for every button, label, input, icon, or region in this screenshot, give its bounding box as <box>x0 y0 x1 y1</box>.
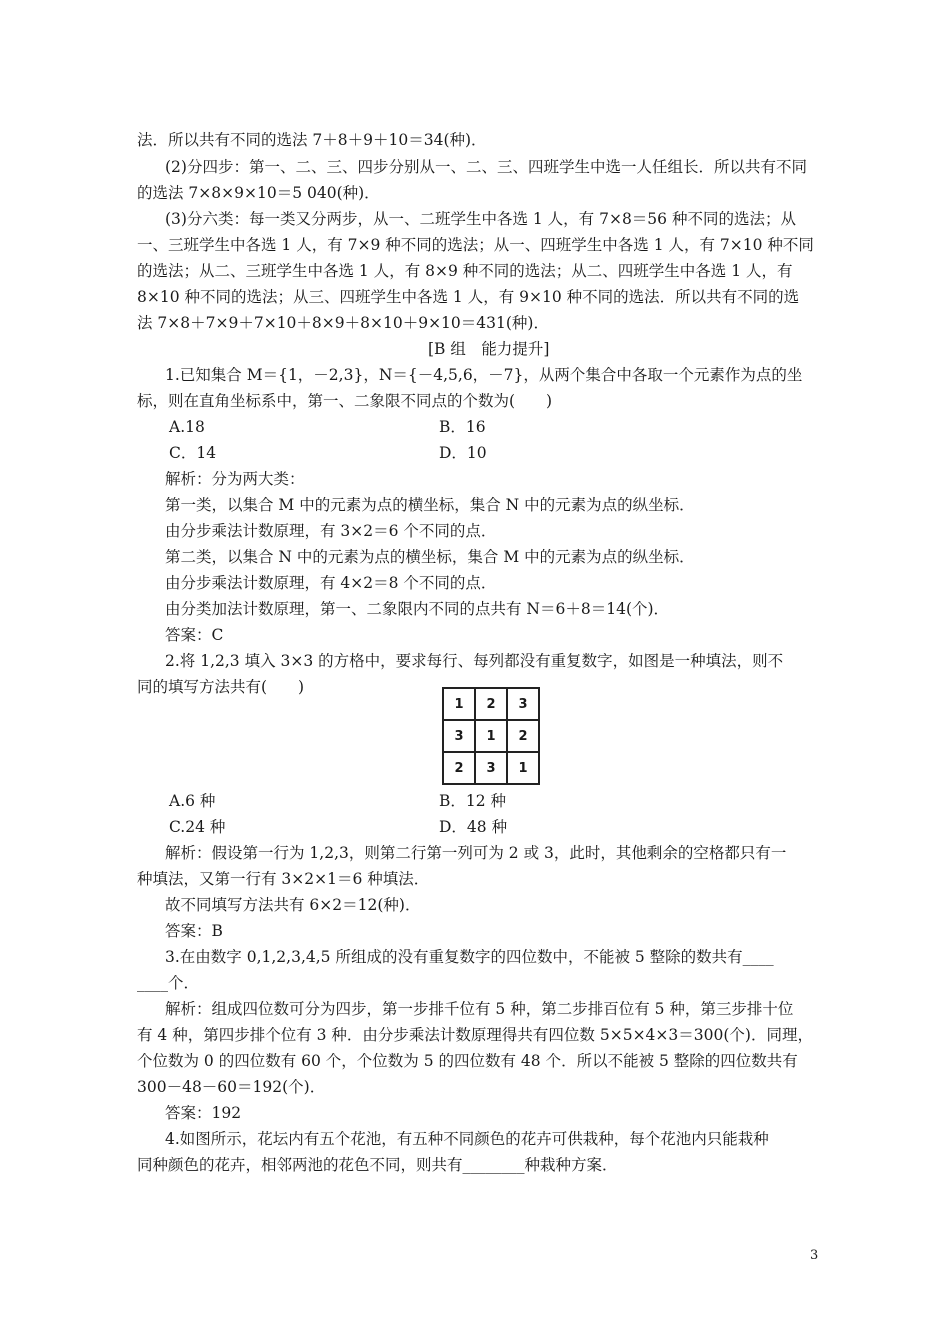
text-line: 种填法，又第一行有 3×2×1＝6 种填法． <box>137 870 430 888</box>
option-d: D．48 种 <box>439 818 508 836</box>
page-number: 3 <box>810 1248 819 1263</box>
grid-cell: 1 <box>507 752 539 784</box>
grid-row <box>443 720 539 752</box>
text-line: 8×10 种不同的选法；从三、四班学生中各选 1 人，有 9×10 种不同的选法．所以共有不同的选 <box>137 288 800 306</box>
grid-row <box>443 688 539 720</box>
text-line: (2)分四步：第一、二、三、四步分别从一、二、三、四班学生中选一人任组长．所以共有不同 <box>165 158 807 176</box>
grid-cell: 1 <box>443 688 475 720</box>
grid-cell: 3 <box>443 720 475 752</box>
option-a: A.18 <box>169 418 205 436</box>
text-line: 的选法；从二、三班学生中各选 1 人，有 8×9 种不同的选法；从二、四班学生中各选 1 人，有 <box>137 262 793 280</box>
text-line: 由分步乘法计数原理，有 3×2＝6 个不同的点． <box>165 522 497 540</box>
text-line: 解析：组成四位数可分为四步，第一步排千位有 5 种，第二步排百位有 5 种，第三步排十位 <box>165 1000 794 1018</box>
text-line: 4.如图所示，花坛内有五个花池，有五种不同颜色的花卉可供栽种，每个花池内只能栽种 <box>165 1130 769 1148</box>
text-line: 法 7×8＋7×9＋7×10＋8×9＋8×10＋9×10＝431(种)． <box>137 314 549 332</box>
text-line: 有 4 种，第四步排个位有 3 种．由分步乘法计数原理得共有四位数 5×5×4×3＝300(个)．同理， <box>137 1026 813 1044</box>
answer-line: 答案：B <box>165 922 223 940</box>
text-line: 第二类，以集合 N 中的元素为点的横坐标，集合 M 中的元素为点的纵坐标． <box>165 548 695 566</box>
option-c: C．14 <box>169 444 217 462</box>
text-line: 3.在由数字 0,1,2,3,4,5 所组成的没有重复数字的四位数中，不能被 5 整除的数共有____ <box>165 948 774 966</box>
answer-line: 答案：192 <box>165 1104 242 1122</box>
option-a: A.6 种 <box>169 792 216 810</box>
grid-row <box>443 752 539 784</box>
latin-square-grid <box>442 687 540 785</box>
text-line: 法．所以共有不同的选法 7＋8＋9＋10＝34(种)． <box>137 131 487 149</box>
text-line: 个位数为 0 的四位数有 60 个，个位数为 5 的四位数有 48 个．所以不能被 5 整除的四位数共有 <box>137 1052 798 1070</box>
grid-cell: 3 <box>475 752 507 784</box>
text-line: 标，则在直角坐标系中，第一、二象限不同点的个数为( ) <box>137 392 553 410</box>
text-line: 一、三班学生中各选 1 人，有 7×9 种不同的选法；从一、四班学生中各选 1 人，有 7×10 种不同 <box>137 236 814 254</box>
grid-cell: 2 <box>443 752 475 784</box>
text-line: 的选法 7×8×9×10＝5 040(种)． <box>137 184 380 202</box>
grid-cell: 1 <box>475 720 507 752</box>
text-line: 由分步乘法计数原理，有 4×2＝8 个不同的点． <box>165 574 497 592</box>
text-line: 第一类，以集合 M 中的元素为点的横坐标，集合 N 中的元素为点的纵坐标． <box>165 496 695 514</box>
option-d: D．10 <box>439 444 487 462</box>
text-line: 300－48－60＝192(个)． <box>137 1078 326 1096</box>
grid-cell: 2 <box>475 688 507 720</box>
text-line: 同的填写方法共有( ) <box>137 678 305 696</box>
option-c: C.24 种 <box>169 818 226 836</box>
text-line: 由分类加法计数原理，第一、二象限内不同的点共有 N＝6＋8＝14(个)． <box>165 600 670 618</box>
section-heading: [B 组 能力提升] <box>428 340 550 358</box>
grid-cell: 3 <box>507 688 539 720</box>
grid-cell: 2 <box>507 720 539 752</box>
answer-line: 答案：C <box>165 626 224 644</box>
text-line: 1.已知集合 M＝{1，－2,3}，N＝{－4,5,6，－7}，从两个集合中各取一个元素作为点的坐 <box>165 366 803 384</box>
text-line: 故不同填写方法共有 6×2＝12(种)． <box>165 896 421 914</box>
option-b: B．16 <box>439 418 486 436</box>
text-line: 解析：分为两大类： <box>165 470 305 488</box>
option-b: B．12 种 <box>439 792 507 810</box>
text-line: 解析：假设第一行为 1,2,3，则第二行第一列可为 2 或 3，此时，其他剩余的空格都只有一 <box>165 844 787 862</box>
text-line: ____个． <box>137 974 200 992</box>
text-line: 2.将 1,2,3 填入 3×3 的方格中，要求每行、每列都没有重复数字，如图是一种填法，则不 <box>165 652 784 670</box>
text-line: 同种颜色的花卉，相邻两池的花色不同，则共有________种栽种方案． <box>137 1156 618 1174</box>
text-line: (3)分六类：每一类又分两步，从一、二班学生中各选 1 人，有 7×8＝56 种不同的选法；从 <box>165 210 796 228</box>
